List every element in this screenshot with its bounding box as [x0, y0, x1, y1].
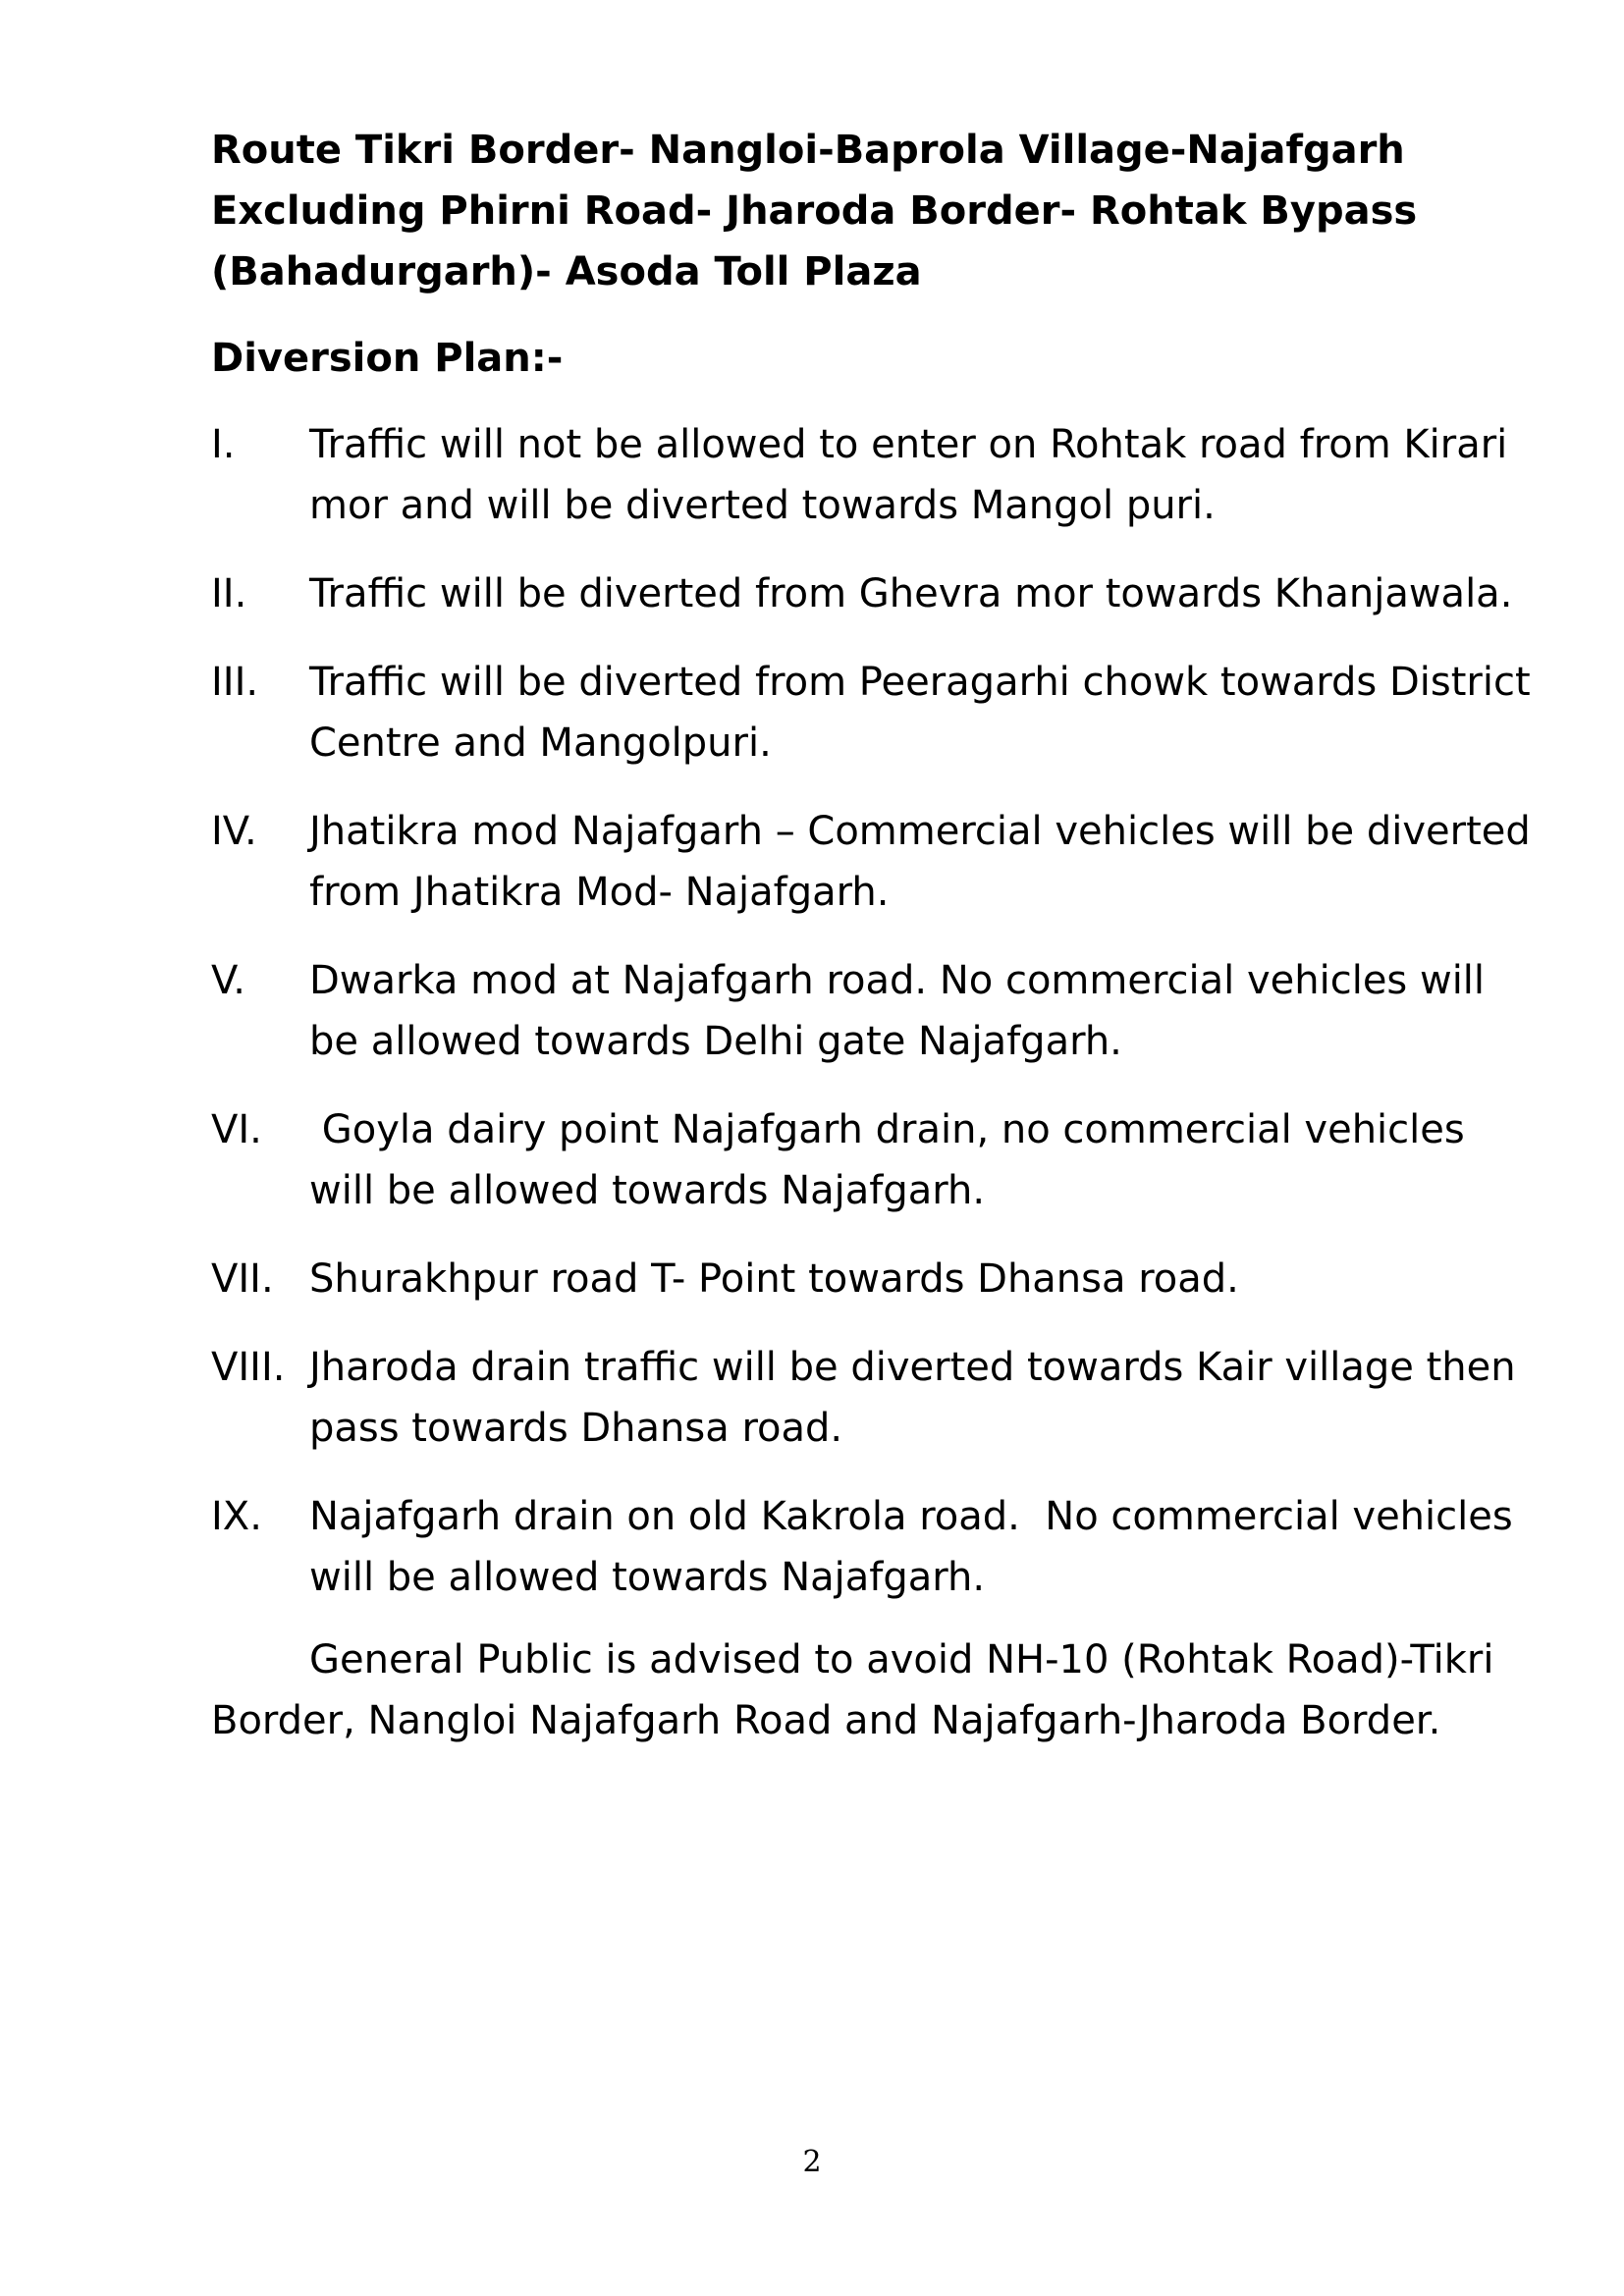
item-numeral: III. [211, 660, 259, 705]
list-item [211, 1249, 1532, 1309]
route-title-line-1: Route Tikri Border- Nangloi-Baprola Village-Najafgarh [211, 128, 1405, 173]
item-text: Traffic will be diverted from Peeragarhi chowk towards District Centre and Mangolpuri. [309, 660, 1543, 766]
diversion-plan-heading: Diversion Plan:- [211, 336, 564, 381]
public-advisory: General Public is advised to avoid NH-10 (Rohtak Road)-Tikri Border, Nangloi Najafgarh Road and Najafgarh-Jharoda Border. [211, 1637, 1494, 1743]
item-text: Shurakhpur road T- Point towards Dhansa road. [309, 1256, 1239, 1302]
item-text: Dwarka mod at Najafgarh road. No commercial vehicles will be allowed towards Delhi gate Najafgarh. [309, 958, 1497, 1064]
item-numeral: VIII. [211, 1345, 286, 1390]
list-item [211, 1099, 1532, 1221]
diversion-list [211, 414, 1543, 1608]
item-numeral: V. [211, 958, 245, 1003]
item-text: Traffic will be diverted from Ghevra mor towards Khanjawala. [309, 571, 1513, 616]
list-item [211, 1486, 1532, 1608]
route-title-line-2: Excluding Phirni Road- Jharoda Border- Rohtak Bypass [211, 188, 1418, 234]
item-numeral: VI. [211, 1107, 262, 1152]
item-numeral: IV. [211, 809, 257, 854]
list-item [211, 950, 1532, 1072]
item-text: Jhatikra mod Najafgarh – Commercial vehicles will be diverted from Jhatikra Mod- Najafgarh. [309, 809, 1543, 915]
item-numeral: I. [211, 422, 236, 467]
item-text: Goyla dairy point Najafgarh drain, no commercial vehicles will be allowed towards Najafgarh. [309, 1107, 1478, 1213]
item-text: Traffic will not be allowed to enter on Rohtak road from Kirari mor and will be diverted towards Mangol puri. [309, 422, 1520, 528]
list-item [211, 652, 1543, 774]
item-numeral: II. [211, 571, 247, 616]
route-title [211, 120, 1532, 302]
list-item [211, 414, 1532, 536]
route-title-line-3: (Bahadurgarh)- Asoda Toll Plaza [211, 249, 922, 294]
list-item [211, 563, 1532, 624]
document-body [211, 120, 1543, 1751]
item-numeral: VII. [211, 1256, 274, 1302]
list-item [211, 1337, 1532, 1459]
item-numeral: IX. [211, 1494, 262, 1539]
item-text: Najafgarh drain on old Kakrola road. No commercial vehicles will be allowed towards Najafgarh. [309, 1494, 1526, 1600]
item-text: Jharoda drain traffic will be diverted towards Kair village then pass towards Dhansa road. [309, 1345, 1529, 1451]
page-number: 2 [802, 2145, 822, 2179]
list-item [211, 801, 1543, 923]
